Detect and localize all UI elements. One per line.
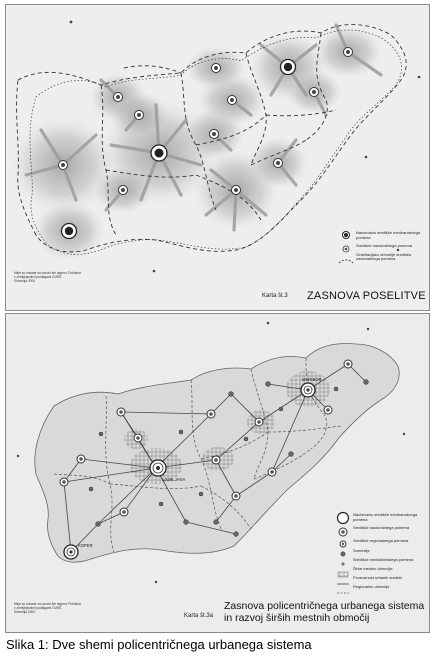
- map-title-top: ZASNOVA POSELITVE: [307, 290, 426, 302]
- legend-item: Središče nacionalnega pomena: [353, 525, 410, 530]
- legend-item: Središče regionalnega pomena: [353, 538, 409, 543]
- legend-item: Središče medobčinskega pomena: [353, 557, 414, 562]
- legend-item: Somestje: [353, 548, 370, 553]
- label-maribor: MARIBOR: [302, 377, 322, 382]
- label-ljubljana: LJUBLJANA: [162, 477, 186, 482]
- legend-item: Središče nacionalnega pomena: [356, 243, 413, 249]
- legend-item: Regionalno območje: [353, 584, 390, 589]
- legend-bottom: [353, 513, 425, 594]
- legend-item: Nacionalno središče mednarodnega pomena: [353, 512, 418, 522]
- legend-top: [356, 231, 422, 267]
- legend-item: Širše mestno območje: [353, 566, 393, 571]
- figure-caption: Slika 1: Dve shemi policentričnega urbanega sistema: [6, 637, 312, 652]
- map-title-bottom-line2: in razvoj širših mestnih območij: [224, 612, 370, 624]
- map-title-bottom-line1: Zasnova policentričnega urbanega sistema: [224, 600, 425, 612]
- map-title-bottom: [224, 600, 424, 624]
- map-note-bottom: Meje so vrisane na osnovi teh legend. Pokritost z zemljepisnimi podlagami GURS. Slovenija 2004: [14, 602, 81, 614]
- map-note-top: Meje so vrisane na osnovi teh legend. Pokritost z zemljepisnimi podlagami GURS. Slovenija 2004: [14, 271, 81, 283]
- map-id-top: Karta št.3: [262, 293, 288, 299]
- map-policentricni-sistem: [5, 313, 430, 633]
- node-ljubljana: [150, 460, 166, 476]
- node-maribor: [301, 383, 315, 397]
- legend-item: Povezanost urbanih središč: [353, 575, 403, 580]
- map-id-bottom: Karta št.3a: [184, 613, 214, 619]
- legend-item: Nacionalno središče mednarodnega pomena: [356, 230, 421, 240]
- legend-item: Gravitacijsko območje središča nacionalnega pomena: [356, 251, 412, 262]
- node-koper: [64, 545, 78, 559]
- map-zasnova-poselitve: [5, 4, 430, 311]
- label-koper: KOPER: [78, 543, 93, 548]
